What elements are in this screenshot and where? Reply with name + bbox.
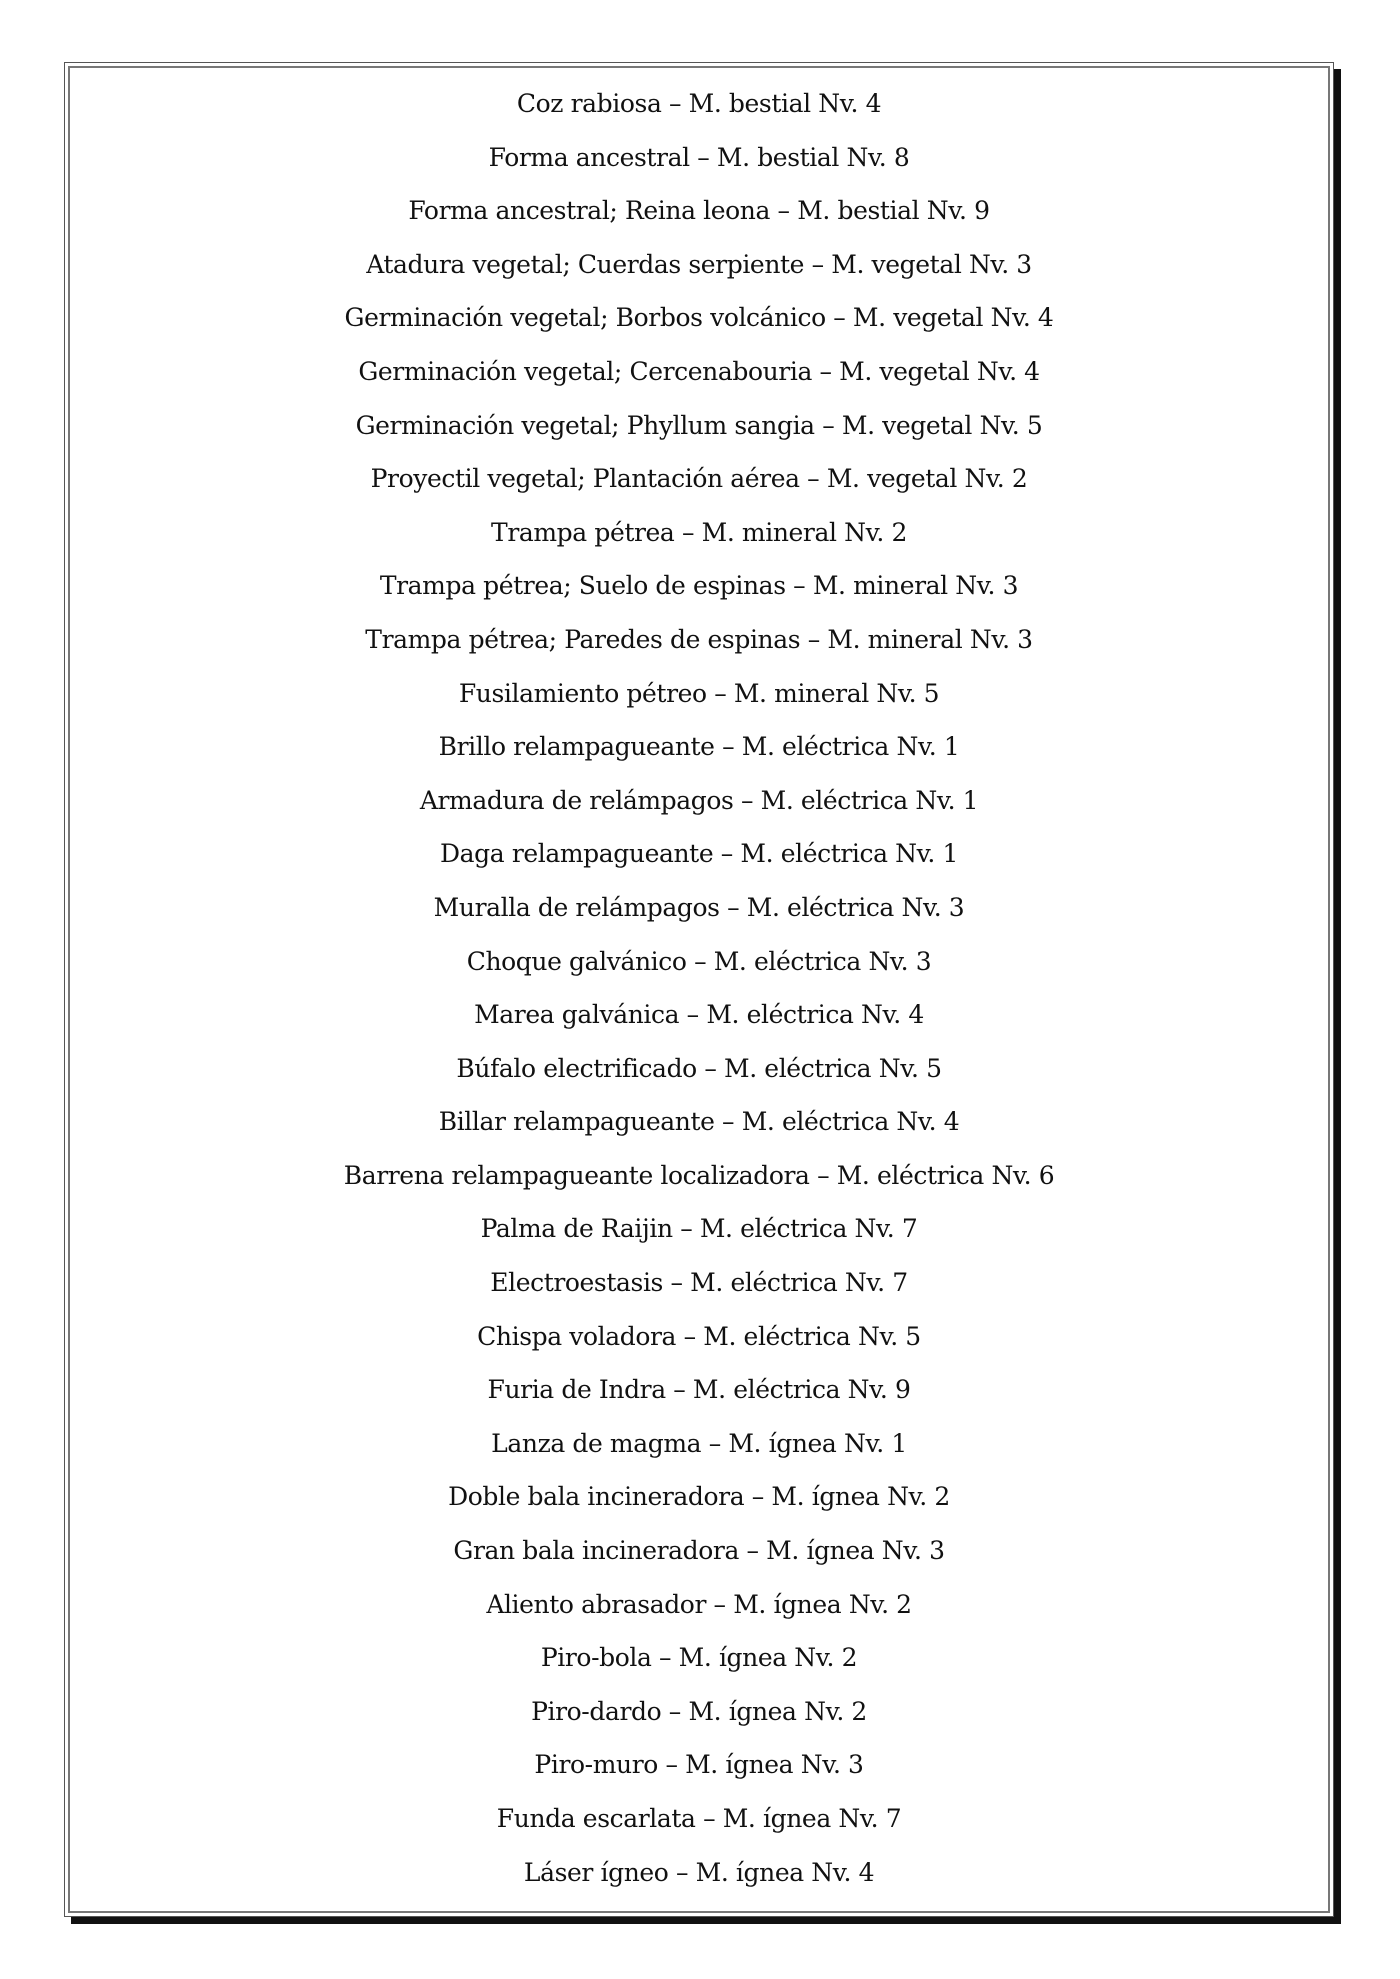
list-item: Marea galvánica – M. eléctrica Nv. 4	[474, 1000, 924, 1030]
list-item: Trampa pétrea; Paredes de espinas – M. mineral Nv. 3	[365, 624, 1033, 654]
list-item: Choque galvánico – M. eléctrica Nv. 3	[466, 946, 932, 976]
list-item: Láser ígneo – M. ígnea Nv. 4	[523, 1857, 875, 1887]
list-item: Piro-muro – M. ígnea Nv. 3	[534, 1750, 864, 1780]
list-item: Aliento abrasador – M. ígnea Nv. 2	[486, 1589, 912, 1619]
list-item: Piro-dardo – M. ígnea Nv. 2	[531, 1696, 867, 1726]
list-item: Piro-bola – M. ígnea Nv. 2	[540, 1643, 858, 1673]
list-item: Lanza de magma – M. ígnea Nv. 1	[491, 1428, 907, 1458]
entry-list	[65, 77, 1333, 1899]
list-item: Barrena relampagueante localizadora – M. eléctrica Nv. 6	[343, 1160, 1055, 1190]
list-item: Gran bala incineradora – M. ígnea Nv. 3	[453, 1536, 945, 1566]
list-item: Germinación vegetal; Cercenabouria – M. vegetal Nv. 4	[358, 356, 1040, 386]
list-item: Forma ancestral – M. bestial Nv. 8	[488, 142, 910, 172]
list-item: Trampa pétrea – M. mineral Nv. 2	[491, 517, 907, 547]
list-item: Proyectil vegetal; Plantación aérea – M. vegetal Nv. 2	[370, 464, 1028, 494]
list-item: Coz rabiosa – M. bestial Nv. 4	[516, 89, 882, 118]
list-item: Atadura vegetal; Cuerdas serpiente – M. vegetal Nv. 3	[366, 249, 1032, 279]
list-item: Funda escarlata – M. ígnea Nv. 7	[496, 1804, 902, 1833]
list-item: Daga relampagueante – M. eléctrica Nv. 1	[440, 839, 958, 869]
page-frame	[64, 62, 1334, 1917]
list-item: Armadura de relámpagos – M. eléctrica Nv. 1	[419, 785, 979, 815]
list-item: Brillo relampagueante – M. eléctrica Nv. 1	[438, 732, 960, 762]
list-item: Forma ancestral; Reina leona – M. bestial Nv. 9	[408, 196, 990, 226]
list-item: Germinación vegetal; Phyllum sangia – M. vegetal Nv. 5	[355, 410, 1043, 440]
list-item: Trampa pétrea; Suelo de espinas – M. mineral Nv. 3	[379, 571, 1019, 601]
list-item: Furia de Indra – M. eléctrica Nv. 9	[487, 1375, 911, 1405]
list-item: Palma de Raijin – M. eléctrica Nv. 7	[480, 1214, 918, 1244]
list-item: Chispa voladora – M. eléctrica Nv. 5	[477, 1321, 921, 1351]
list-item: Fusilamiento pétreo – M. mineral Nv. 5	[458, 678, 940, 708]
list-item: Doble bala incineradora – M. ígnea Nv. 2	[448, 1482, 950, 1512]
list-item: Electroestasis – M. eléctrica Nv. 7	[490, 1268, 908, 1298]
list-item: Billar relampagueante – M. eléctrica Nv. 4	[438, 1107, 960, 1137]
list-item: Germinación vegetal; Borbos volcánico – M. vegetal Nv. 4	[344, 303, 1054, 333]
list-item: Muralla de relámpagos – M. eléctrica Nv. 3	[433, 892, 965, 922]
list-item: Búfalo electrificado – M. eléctrica Nv. 5	[456, 1053, 942, 1083]
